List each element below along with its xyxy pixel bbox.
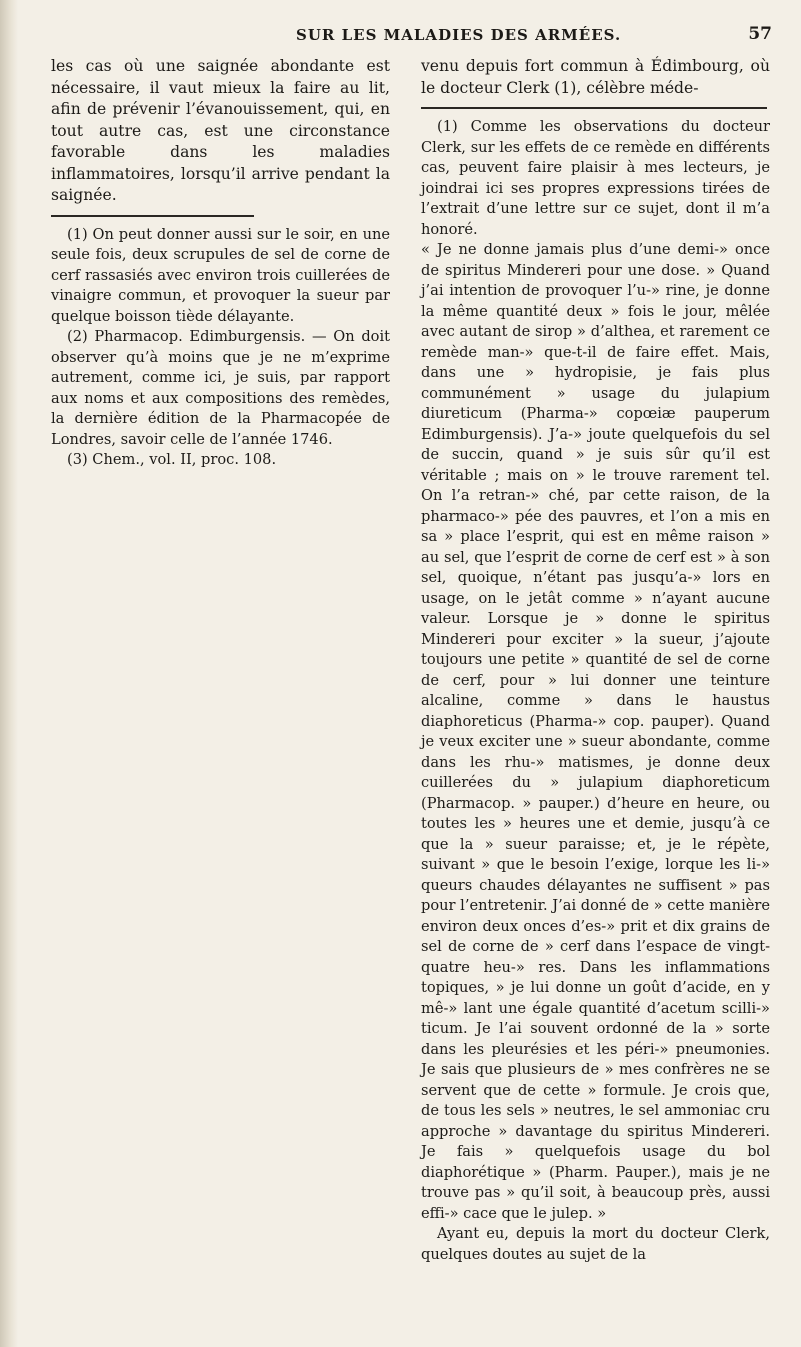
page-gutter xyxy=(0,0,18,1347)
body-paragraph: les cas où une saignée abondante est nécessaire, il vaut mieux la faire au lit, afin de prévenir l’évanouissement, qui, en tout autre cas, est une circonstance favorable dans les maladies inflammatoires, lorsqu’il arrive pendant la saignée. xyxy=(51,57,390,204)
footnotes xyxy=(51,225,390,471)
quoted-letter: « Je ne donne jamais plus d’une demi-» once de spiritus Mindereri pour une dose. » Quand j’ai intention de provoquer l’u-» rine, je donne la même quantité deux » fois le jour, mêlée avec autant de sirop » d’althea, et rarement ce remède man-» que-t-il de faire effet. Mais, dans une » hydropisie, je fais plus communément » usage du julapium diureticum (Pharma-» copœiæ pauperum Edimburgensis). J’a-» joute quelquefois du sel de succin, quand » je suis sûr qu’il est véritable ; mais on » le trouve rarement tel. On l’a retran-» ché, par cette raison, de la pharmaco-» pée des pauvres, et l’on a mis en sa » place l’esprit, qui est en même raison » au sel, que l’esprit de corne de cerf est » à son sel, quoique, n’étant pas jusqu’a-» lors en usage, on le jetât comme » n’ayant aucune valeur. Lorsque je » donne le spiritus Mindereri pour exciter » la sueur, j’ajoute toujours une petite » quantité de sel de corne de cerf, pour » lui donner une teinture alcaline, comme » dans le haustus diaphoreticus (Pharma-» cop. pauper). Quand je veux exciter une » sueur abondante, comme dans les rhu-» matismes, je donne deux cuillerées du » julapium diaphoreticum (Pharmacop. » pauper.) d’heure en heure, ou toutes les » heures une et demie, jusqu’à ce que la » sueur paraisse; et, je le répète, suivant » que le besoin l’exige, lorque les li-» queurs chaudes délayantes ne suffisent » pas pour l’entretenir. J’ai donné de » cette manière environ deux onces d’es-» prit et dix grains de sel de corne de » cerf dans l’espace de vingt-quatre heu-» res. Dans les inflammations topiques, » je lui donne un goût d’acide, en y mê-» lant une égale quantité d’acetum scilli-» ticum. Je l’ai souvent ordonné de la » sorte dans les pleurésies et les péri-» pneumonies. Je sais que plusieurs de » mes confrères ne se servent que de cette » formule. Je crois que, de tous les sels » neutres, le sel ammoniac cru approche » davantage du spiritus Mindereri. Je fais » quelquefois usage du bol diaphorétique » (Pharm. Pauper.), mais je ne trouve pas » qu’il soit, à beaucoup près, aussi effi-» cace que le julep. » xyxy=(421,241,770,1222)
footnote-separator xyxy=(421,107,767,109)
page-number: 57 xyxy=(748,24,772,44)
footnote-1: (1) On peut donner aussi sur le soir, en une seule fois, deux scrupules de sel de corne de cerf rassasiés avec environ trois cuillerées de vinaigre commun, et provoquer la sueur par quelque boisson tiède délayante. xyxy=(51,225,390,325)
footnote-1: (1) Comme les observations du docteur Clerk, sur les effets de ce remède en différents cas, peuvent faire plaisir à mes lecteurs, je joindrai ici ses propres expressions tirées de l’extrait d’une lettre sur ce sujet, dont il m’a honoré. xyxy=(421,118,770,238)
page-header xyxy=(60,22,780,48)
footnotes xyxy=(421,117,770,1265)
body-paragraph: venu depuis fort commun à Édimbourg, où le docteur Clerk (1), célèbre méde- xyxy=(421,57,770,97)
left-column xyxy=(51,56,390,471)
footnote-3: (3) Chem., vol. II, proc. 108. xyxy=(67,451,277,468)
right-column xyxy=(421,56,770,1265)
footnote-separator xyxy=(51,215,254,217)
footnote-continuation: Ayant eu, depuis la mort du docteur Clerk, quelques doutes au sujet de la xyxy=(421,1225,770,1263)
running-title: SUR LES MALADIES DES ARMÉES. xyxy=(296,26,622,44)
footnote-2: (2) Pharmacop. Edimburgensis. — On doit observer qu’à moins que je ne m’exprime autrement, comme ici, je suis, par rapport aux noms et aux compositions des remèdes, la dernière édition de la Pharmacopée de Londres, savoir celle de l’année 1746. xyxy=(51,328,390,448)
